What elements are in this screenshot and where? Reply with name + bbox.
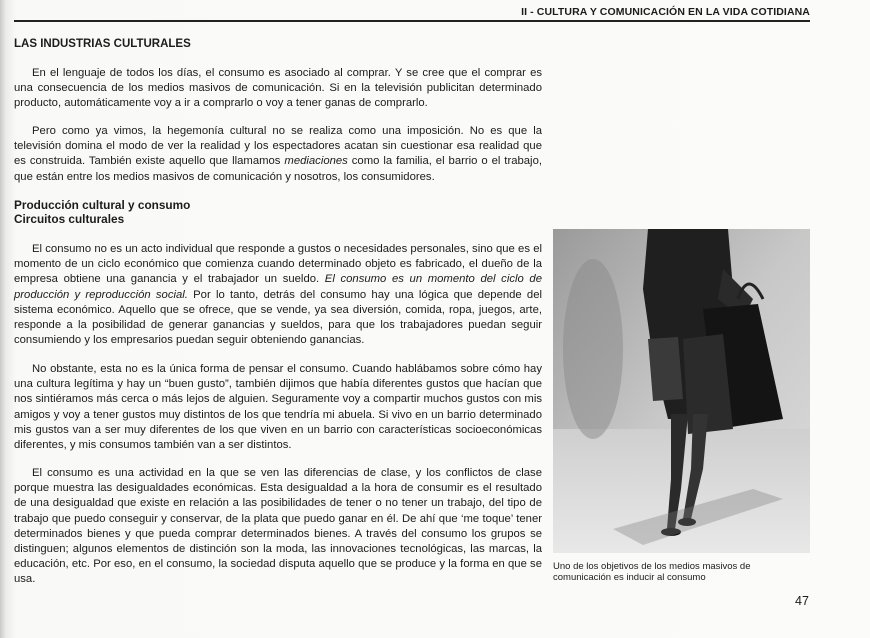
paragraph-5	[14, 466, 542, 588]
paragraph-3	[14, 242, 542, 348]
paragraph-3-part-b: Por lo tanto, detrás del consumo hay una lógica que depende del sistema económico. Aquello que se ofrece, que se vende, ya sea diversión, comida, ropa, juegos, arte, responde a la posibilidad de generar ganancias y sueldos, para que los trabajadores puedan seguir consumiendo y los empresarios puedan seguir obteniendo ganancias.	[14, 288, 543, 347]
paragraph-1	[14, 66, 542, 112]
paragraph-2-emphasis: mediaciones	[284, 155, 348, 168]
running-title: II - CULTURA Y COMUNICACIÓN EN LA VIDA COTIDIANA	[521, 6, 810, 18]
paragraph-2-part-b: como la familia, el barrio o el trabajo, que están entre los medios masivos de comunicación y nosotros, los consumidores.	[14, 155, 542, 183]
paragraph-2-part-a: Pero como ya vimos, la hegemonía cultural no se realiza como una imposición. No es que la televisión domina el modo de ver la realidad y los espectadores acatan sin cuestionar esa realidad que es construida. También existe aquello que llamamos	[14, 125, 542, 168]
paragraph-2	[14, 124, 542, 185]
figure-caption: Uno de los objetivos de los medios masivos de comunicación es inducir al consumo	[553, 561, 751, 583]
paragraph-4-text: No obstante, esta no es la única forma de pensar el consumo. Cuando hablábamos sobre cómo hay una cultura legítima y hay un “buen gusto”, también dijimos que había diferentes gustos que hacían que nos sintiéramos más cerca o más lejos de alguien. Seguramente voy a compartir muchos gustos con mis amigos y voy a tener gustos muy distintos de los que tendría mi abuela. Si vivo en un barrio determinado mis gustos van a ser muy diferentes de los que viven en un barrio con características socioeconómicas diferentes, y mis consumos también van a ser distintos.	[14, 363, 542, 452]
subsection-title: Producción cultural y consumo	[14, 198, 191, 212]
paragraph-4	[14, 362, 542, 453]
paragraph-3-emphasis: El consumo es un momento del ciclo de producción y reproducción social.	[14, 273, 542, 301]
running-header	[14, 6, 810, 22]
section-title: LAS INDUSTRIAS CULTURALES	[14, 38, 191, 50]
paragraph-3-text	[14, 242, 542, 348]
paragraph-5-text: El consumo es una actividad en la que se ven las diferencias de clase, y los conflictos de clase porque muestra las desigualdades económicas. Esta desigualdad a la hora de consumir es el resultado de una desigualdad que existe en relación a las posibilidades de tener o no tener un trabajo, del tipo de trabajo que puedo conseguir y conservar, de la plata que puedo ganar en él. De ahí que ‘me toque’ tener determinados bienes y que pueda comprar determinados bienes. A través del consumo los grupos se distinguen; algunos elementos de distinción son la moda, las innovaciones tecnológicas, las marcas, la educación, etc. Por eso, en el consumo, la sociedad disputa aquello que se produce y la forma en que se usa.	[14, 467, 542, 586]
subsection-subtitle: Circuitos culturales	[14, 212, 125, 226]
paragraph-2-text	[14, 124, 542, 185]
paragraph-1-text: En el lenguaje de todos los días, el consumo es asociado al comprar. Y se cree que el comprar es una consecuencia de los medios masivos de comunicación. Si en la televisión publicitan determinado producto, automáticamente voy a ir a comprarlo o voy a tener ganas de comprarlo.	[14, 67, 542, 110]
shopping-photo	[553, 229, 810, 553]
paragraph-3-part-a: El consumo no es un acto individual que responde a gustos o necesidades personales, sino que es el momento de un ciclo económico que comienza cuando determinado objeto es fabricado, el dueño de la empresa obtiene una ganancia y el trabajador un sueldo.	[14, 243, 542, 286]
shopping-woman-image	[553, 229, 810, 553]
page-number: 47	[795, 594, 809, 608]
subsection-heading	[14, 198, 190, 226]
